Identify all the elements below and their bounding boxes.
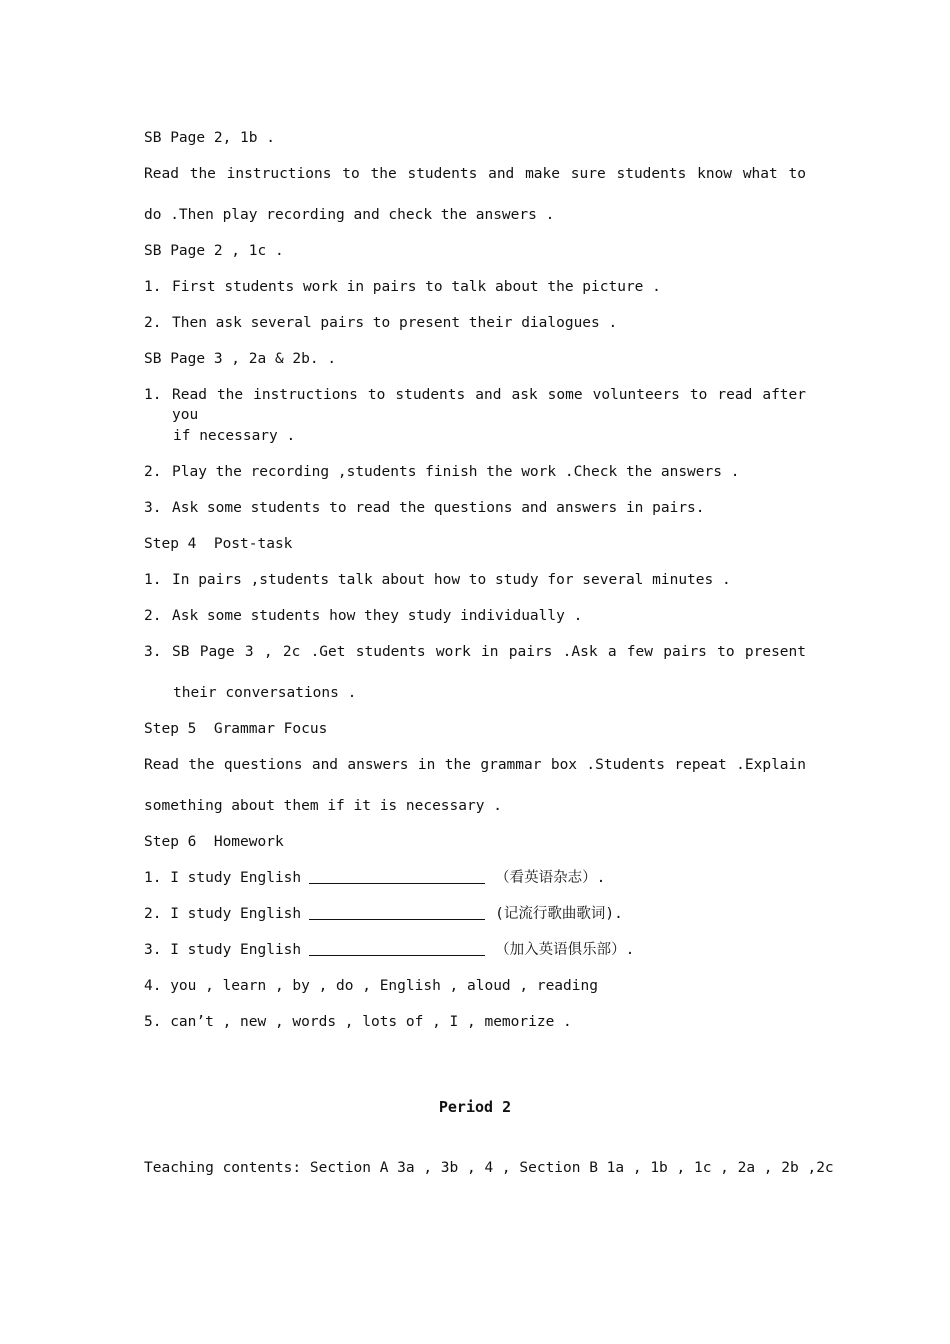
list-number: 2. <box>144 464 162 480</box>
homework-item: 4. you , learn , by , do , English , aloud , reading <box>144 978 598 994</box>
period-title: Period 2 <box>438 1098 512 1116</box>
list-text: Read the instructions to students and ask some volunteers to read after you <box>172 387 806 423</box>
text-line: do .Then play recording and check the answers . <box>144 207 555 223</box>
text-line: SB Page 2 , 1c . <box>144 243 284 259</box>
text-line: if necessary . <box>173 428 296 444</box>
list-item <box>144 277 661 297</box>
homework-item: 5. can’t , new , words , lots of , I , memorize . <box>144 1014 572 1030</box>
list-number: 1. <box>144 387 162 403</box>
list-item <box>144 313 617 333</box>
homework-prompt: 1. I study English <box>144 870 302 886</box>
list-text: Ask some students to read the questions and answers in pairs. <box>172 500 705 516</box>
list-item <box>144 642 806 662</box>
list-text: Play the recording ,students finish the work .Check the answers . <box>172 464 740 480</box>
homework-item <box>144 868 605 888</box>
list-item <box>144 570 731 590</box>
teaching-contents: Teaching contents: Section A 3a , 3b , 4 , Section B 1a , 1b , 1c , 2a , 2b ,2c <box>144 1160 834 1176</box>
step-heading: Step 5 Grammar Focus <box>144 721 328 737</box>
list-item <box>144 385 806 425</box>
homework-prompt: 2. I study English <box>144 906 302 922</box>
list-number: 3. <box>144 644 162 660</box>
homework-hint: (记流行歌曲歌词). <box>495 906 623 922</box>
list-number: 2. <box>144 608 162 624</box>
list-item <box>144 606 582 626</box>
list-number: 1. <box>144 572 162 588</box>
text-line: SB Page 3 , 2a & 2b. . <box>144 351 337 367</box>
list-text: Then ask several pairs to present their dialogues . <box>172 315 618 331</box>
text-line: SB Page 2, 1b . <box>144 130 275 146</box>
homework-hint: （看英语杂志）. <box>495 870 606 886</box>
answer-blank <box>309 941 485 956</box>
list-item <box>144 462 739 482</box>
list-text: SB Page 3 , 2c .Get students work in pairs .Ask a few pairs to present <box>172 644 806 660</box>
text-line: Read the questions and answers in the grammar box .Students repeat .Explain <box>144 757 806 773</box>
homework-item <box>144 940 634 960</box>
list-text: In pairs ,students talk about how to study for several minutes . <box>172 572 731 588</box>
text-line: their conversations . <box>173 685 357 701</box>
text-line: something about them if it is necessary . <box>144 798 502 814</box>
text-line: Read the instructions to the students and make sure students know what to <box>144 166 806 182</box>
list-number: 2. <box>144 315 162 331</box>
homework-prompt: 3. I study English <box>144 942 302 958</box>
list-text: Ask some students how they study individually . <box>172 608 583 624</box>
list-number: 1. <box>144 279 162 295</box>
answer-blank <box>309 869 485 884</box>
answer-blank <box>309 905 485 920</box>
step-heading: Step 4 Post-task <box>144 536 293 552</box>
homework-hint: （加入英语俱乐部）. <box>495 942 635 958</box>
list-item <box>144 498 705 518</box>
step-heading: Step 6 Homework <box>144 834 284 850</box>
list-number: 3. <box>144 500 162 516</box>
homework-item <box>144 904 623 924</box>
list-text: First students work in pairs to talk about the picture . <box>172 279 661 295</box>
